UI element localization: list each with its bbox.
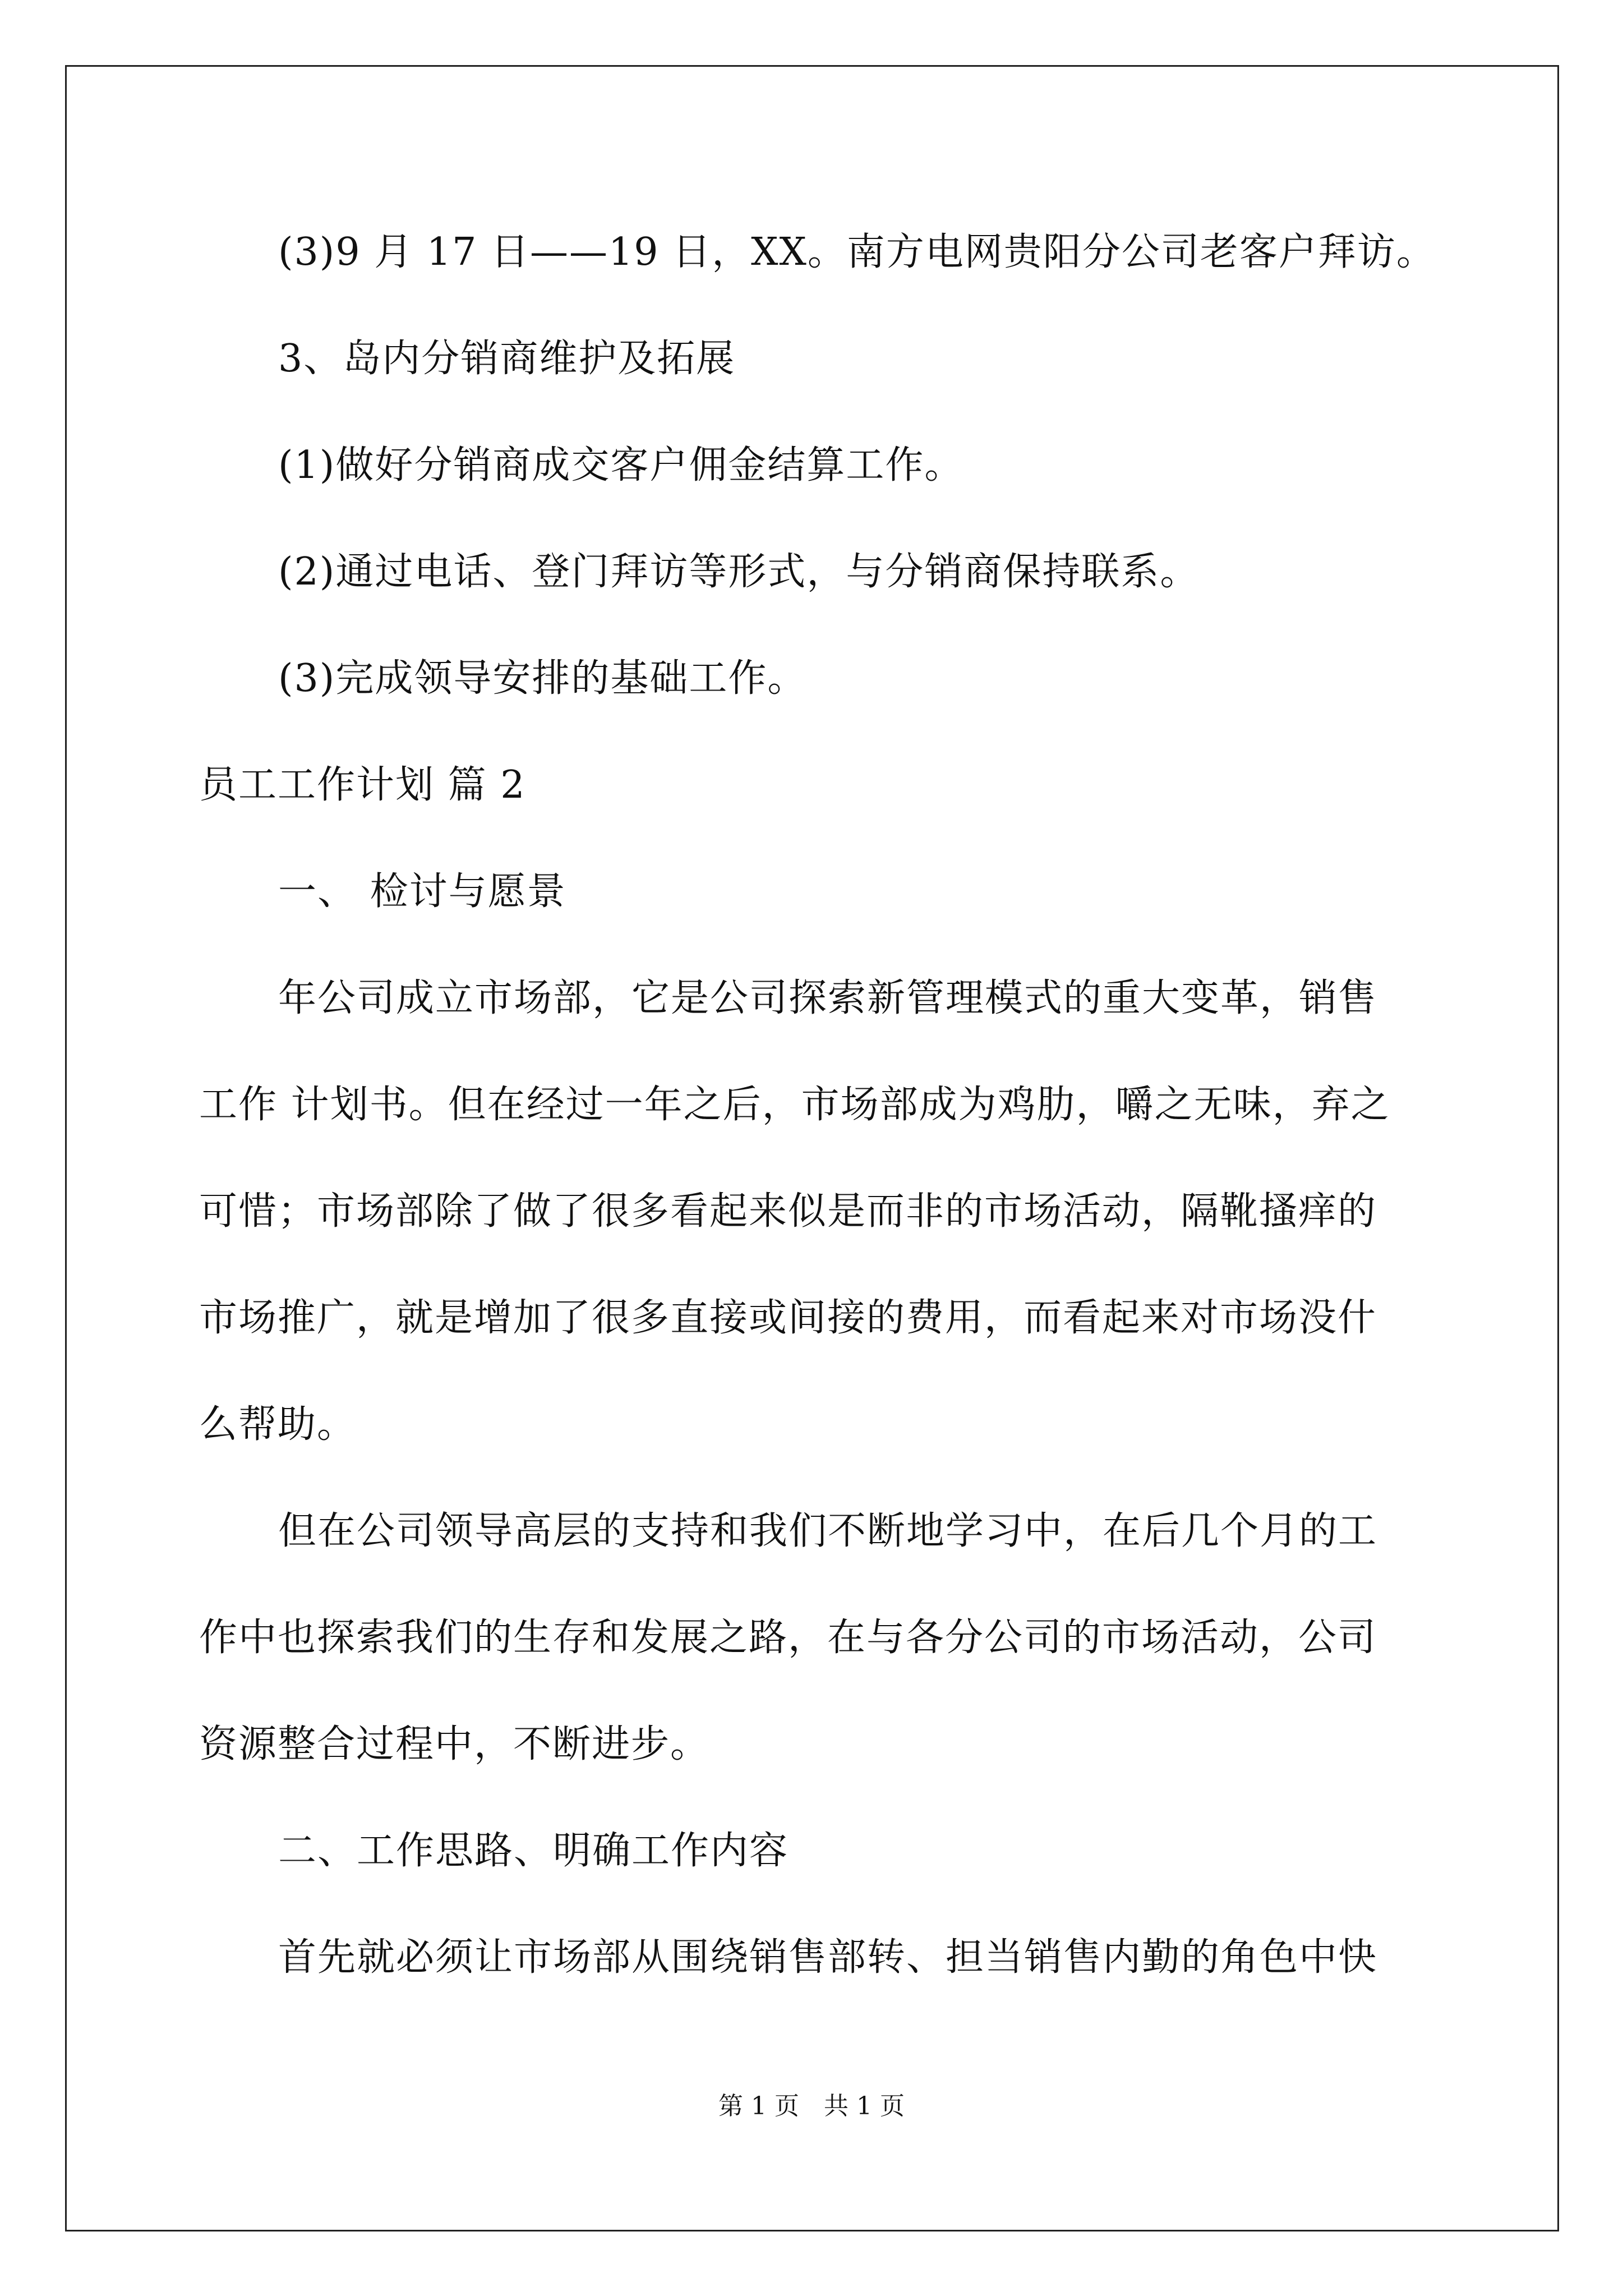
page-footer: 第 1 页 共 1 页 (718, 2092, 905, 2120)
text-line-8: 年公司成立市场部，它是公司探索新管理模式的重大变革，销售 (278, 976, 1378, 1020)
text-line-5: (3)完成领导安排的基础工作。 (278, 656, 807, 701)
text-line-13: 但在公司领导高层的支持和我们不断地学习中，在后几个月的工 (278, 1509, 1378, 1553)
page-border (65, 65, 1559, 2231)
text-line-1: (3)9 月 17 日——19 日，XX。南方电网贵阳分公司老客户拜访。 (278, 230, 1436, 274)
text-line-12: 么帮助。 (199, 1402, 357, 1447)
text-line-11: 市场推广，就是增加了很多直接或间接的费用，而看起来对市场没什 (199, 1296, 1377, 1340)
text-line-4: (2)通过电话、登门拜访等形式，与分销商保持联系。 (278, 550, 1200, 594)
text-line-7: 一、 检讨与愿景 (278, 869, 566, 914)
text-line-9: 工作 计划书。但在经过一年之后，市场部成为鸡肋，嚼之无味，弃之 (199, 1083, 1390, 1127)
text-line-3: (1)做好分销商成交客户佣金结算工作。 (278, 443, 964, 487)
text-line-17: 首先就必须让市场部从围绕销售部转、担当销售内勤的角色中快 (278, 1935, 1378, 1980)
text-line-2: 3、岛内分销商维护及拓展 (278, 337, 736, 381)
text-line-15: 资源整合过程中，不断进步。 (199, 1722, 710, 1766)
text-line-10: 可惜；市场部除了做了很多看起来似是而非的市场活动，隔靴搔痒的 (199, 1189, 1377, 1234)
text-line-16: 二、工作思路、明确工作内容 (278, 1829, 789, 1873)
text-line-14: 作中也探索我们的生存和发展之路，在与各分公司的市场活动，公司 (199, 1616, 1377, 1660)
section-heading: 员工工作计划 篇 2 (199, 763, 526, 807)
